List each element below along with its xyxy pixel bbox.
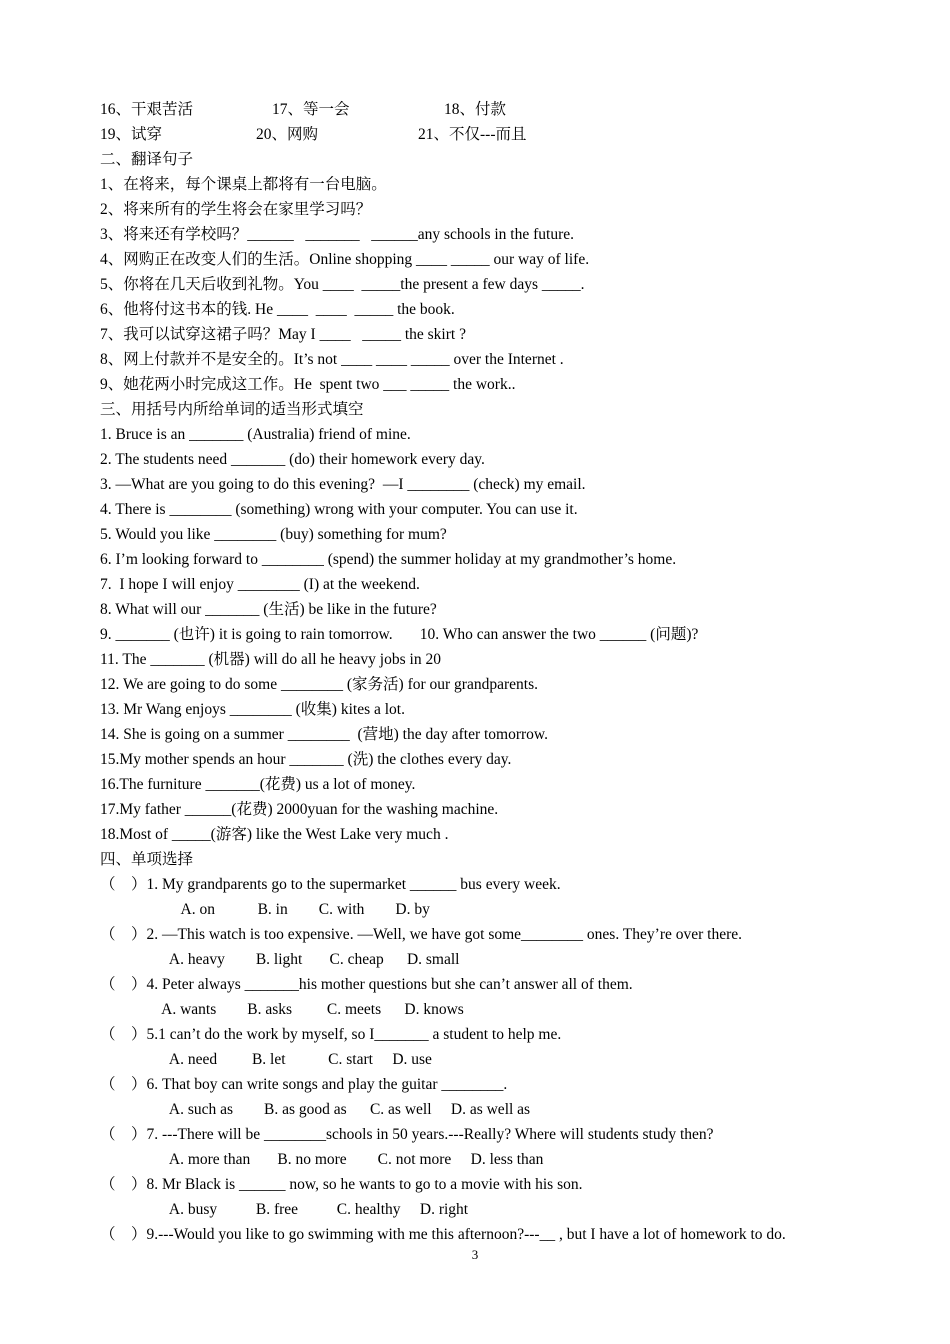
fill-blank-item: 7. I hope I will enjoy ________ (I) at the weekend.: [100, 576, 420, 593]
fill-blank-item: 13. Mr Wang enjoys ________ (收集) kites a lot.: [100, 701, 405, 718]
mc-question: （ ）9.---Would you like to go swimming with me this afternoon?---__ , but I have a lot of homework to do.: [100, 1226, 786, 1243]
translation-item: 4、网购正在改变人们的生活。Online shopping ____ _____ our way of life.: [100, 251, 590, 268]
translation-item: 8、网上付款并不是安全的。It’s not ____ ____ _____ over the Internet .: [100, 351, 564, 368]
translation-item: 5、你将在几天后收到礼物。You ____ _____the present a few days _____.: [100, 276, 585, 293]
mc-options: A. need B. let C. start D. use: [100, 1051, 432, 1068]
vocab-item: 19、试穿: [100, 126, 163, 143]
translation-item: 1、在将来，每个课桌上都将有一台电脑。: [100, 176, 387, 193]
mc-options: A. more than B. no more C. not more D. less than: [100, 1151, 544, 1168]
mc-question: （ ）7. ---There will be ________schools in 50 years.---Really? Where will students study then?: [100, 1126, 714, 1143]
mc-options: A. on B. in C. with D. by: [100, 901, 430, 918]
fill-blank-item: 8. What will our _______ (生活) be like in the future?: [100, 601, 437, 618]
fill-blank-item: 5. Would you like ________ (buy) something for mum?: [100, 526, 447, 543]
page-number: 3: [471, 1247, 479, 1262]
mc-question: （ ）2. —This watch is too expensive. —Well, we have got some________ ones. They’re over there.: [100, 926, 743, 943]
mc-question: （ ）1. My grandparents go to the supermarket ______ bus every week.: [100, 876, 561, 893]
mc-question: （ ）5.1 can’t do the work by myself, so I_______ a student to help me.: [100, 1026, 562, 1043]
vocab-item: 18、付款: [444, 101, 507, 118]
mc-options: A. heavy B. light C. cheap D. small: [100, 951, 460, 968]
fill-blank-item: 18.Most of _____(游客) like the West Lake very much .: [100, 826, 449, 843]
fill-blank-item: 6. I’m looking forward to ________ (spend) the summer holiday at my grandmother’s home.: [100, 551, 677, 568]
fill-blank-item: 12. We are going to do some ________ (家务活) for our grandparents.: [100, 676, 538, 693]
translation-item: 6、他将付这书本的钱. He ____ ____ _____ the book.: [100, 301, 455, 318]
translation-item: 9、她花两小时完成这工作。He spent two ___ _____ the work..: [100, 376, 516, 393]
section-heading: 四、单项选择: [100, 851, 194, 868]
fill-blank-item: 16.The furniture _______(花费) us a lot of money.: [100, 776, 416, 793]
fill-blank-item: 1. Bruce is an _______ (Australia) friend of mine.: [100, 426, 411, 443]
vocab-item: 16、干艰苦活: [100, 101, 194, 118]
fill-blank-item: 14. She is going on a summer ________ (营地) the day after tomorrow.: [100, 726, 548, 743]
fill-blank-item: 3. —What are you going to do this evening? —I ________ (check) my email.: [100, 476, 586, 493]
mc-options: A. busy B. free C. healthy D. right: [100, 1201, 469, 1218]
translation-item: 3、将来还有学校吗？______ _______ ______any schools in the future.: [100, 226, 575, 243]
fill-blank-item: 4. There is ________ (something) wrong with your computer. You can use it.: [100, 501, 578, 518]
translation-item: 7、我可以试穿这裙子吗？May I ____ _____ the skirt ?: [100, 326, 466, 343]
mc-question: （ ）4. Peter always _______his mother questions but she can’t answer all of them.: [100, 976, 633, 993]
fill-blank-item: 2. The students need _______ (do) their homework every day.: [100, 451, 485, 468]
vocab-item: 20、网购: [256, 126, 319, 143]
mc-question: （ ）6. That boy can write songs and play the guitar ________.: [100, 1076, 508, 1093]
fill-blank-item: 15.My mother spends an hour _______ (洗) the clothes every day.: [100, 751, 512, 768]
mc-options: A. such as B. as good as C. as well D. as well as: [100, 1101, 531, 1118]
mc-question: （ ）8. Mr Black is ______ now, so he wants to go to a movie with his son.: [100, 1176, 583, 1193]
fill-blank-item: 17.My father ______(花费) 2000yuan for the washing machine.: [100, 801, 499, 818]
section-heading: 三、用括号内所给单词的适当形式填空: [100, 401, 364, 418]
fill-blank-item: 9. _______ (也许) it is going to rain tomorrow. 10. Who can answer the two ______ (问题)?: [100, 626, 699, 643]
section-heading: 二、翻译句子: [100, 151, 194, 168]
translation-item: 2、将来所有的学生将会在家里学习吗？: [100, 201, 372, 218]
vocab-item: 17、等一会: [272, 101, 350, 118]
vocab-item: 21、不仅---而且: [418, 126, 527, 143]
fill-blank-item: 11. The _______ (机器) will do all he heavy jobs in 20: [100, 651, 441, 668]
mc-options: A. wants B. asks C. meets D. knows: [100, 1001, 464, 1018]
